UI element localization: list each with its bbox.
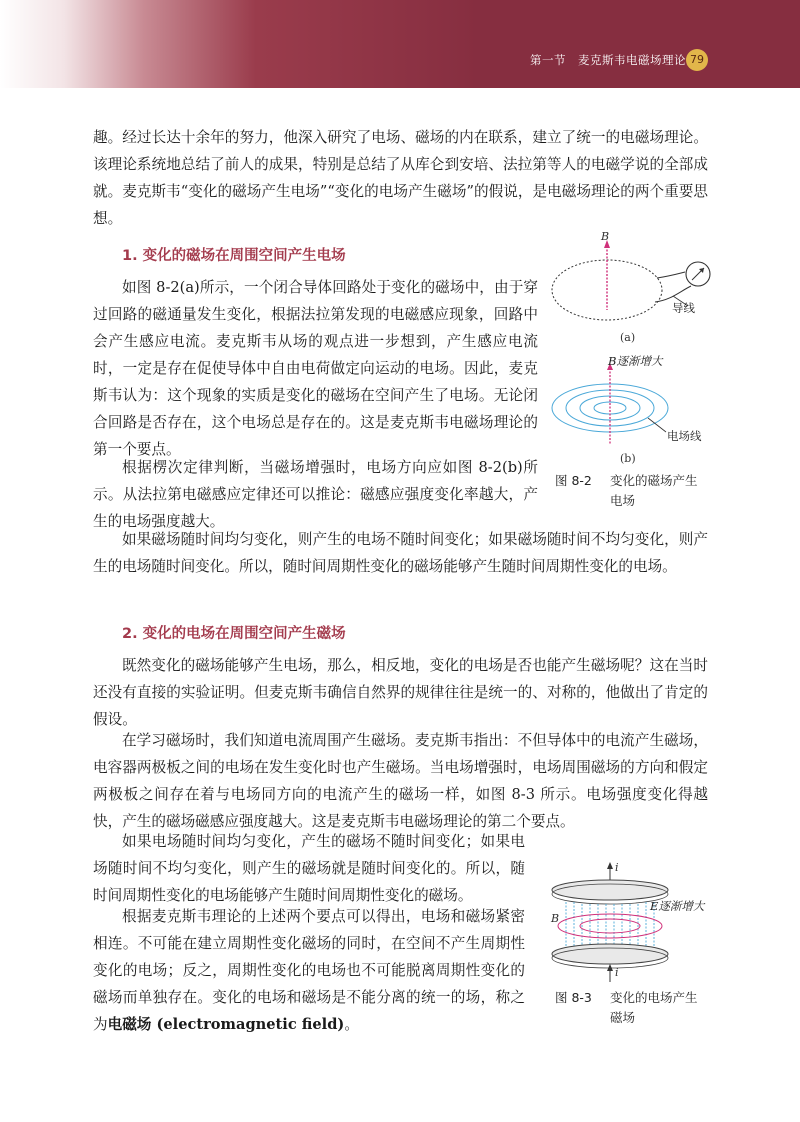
figure-8-3-e-increase-label (650, 898, 704, 914)
figure-8-3-caption-line2: 磁场 (610, 1010, 636, 1025)
paragraph-uniform-magnetic: 如果磁场随时间均匀变化，则产生的电场不随时间变化；如果磁场随时间不均匀变化，则产生的电场随时间变化。所以，随时间周期性变化的磁场能够产生随时间周期性变化的电场。 (93, 531, 708, 575)
figure-8-3-capacitor-diagram (548, 858, 673, 983)
page-number-badge: 79 (686, 49, 708, 71)
figure-8-3-i-bottom-label: i (615, 966, 619, 979)
header-band (0, 0, 800, 88)
e-symbol: E逐渐增大 (650, 899, 705, 913)
term-electromagnetic-field: 电磁场 (electromagnetic field) (107, 1016, 345, 1033)
paragraph-uniform-electric: 如果电场随时间均匀变化，产生的磁场不随时间变化；如果电场随时间不均匀变化，则产生的磁场就是随时间变化的。所以，随时间周期性变化的电场能够产生随时间周期性变化的磁场。 (93, 833, 525, 904)
figure-8-2b-sublabel: (b) (620, 452, 636, 465)
figure-8-3-number: 图 8-3 (555, 990, 592, 1005)
paragraph-lenz: 根据楞次定律判断，当磁场增强时，电场方向应如图 8-2(b)所示。从法拉第电磁感应定律还可以推论：磁感应强度变化率越大，产生的电场强度越大。 (93, 459, 538, 530)
section-heading-1: 1. 变化的磁场在周围空间产生电场 (122, 248, 346, 264)
figure-8-3-caption (555, 988, 725, 1028)
paragraph-point-one: 如图 8-2(a)所示，一个闭合导体回路处于变化的磁场中，由于穿过回路的磁通量发生变化，根据法拉第发现的电磁感应现象，回路中会产生感应电流。麦克斯韦从场的观点进一步想到，产生感应电流时，一定是存在促使导体中自由电荷做定向运动的电场。因此，麦克斯韦认为：这个现象的实质是变化的磁场在空间产生了电场。无论闭合回路是否存在，这个电场总是存在的。这是麦克斯韦电磁场理论的第一个要点。 (93, 279, 538, 458)
figure-8-2b-b-increase-label (608, 353, 662, 369)
chapter-title: 第一节 麦克斯韦电磁场理论 (530, 53, 686, 67)
figure-8-3-caption-line1: 变化的电场产生 (610, 990, 698, 1005)
figure-8-2a-loop-diagram (545, 228, 720, 348)
b-symbol: B逐渐增大 (608, 354, 663, 368)
figure-8-2-caption (555, 471, 725, 511)
paragraph-question: 既然变化的磁场能够产生电场，那么，相反地，变化的电场是否也能产生磁场呢？这在当时还没有直接的实验证明。但麦克斯韦确信自然界的规律往往是统一的、对称的，他做出了肯定的假设。 (93, 657, 708, 728)
figure-8-2a-b-label: B (601, 230, 610, 243)
figure-8-2-number: 图 8-2 (555, 473, 592, 488)
figure-8-2-caption-line1: 变化的磁场产生 (610, 473, 698, 488)
figure-8-2a-sublabel: (a) (620, 331, 636, 344)
paragraph-intro: 趣。经过长达十余年的努力，他深入研究了电场、磁场的内在联系，建立了统一的电磁场理论。该理论系统地总结了前人的成果，特别是总结了从库仑到安培、法拉第等人的电磁学说的全部成就。麦克斯韦“变化的磁场产生电场”“变化的电场产生磁场”的假说，是电磁场理论的两个重要思想。 (93, 129, 708, 227)
paragraph-text: 根据麦克斯韦理论的上述两个要点可以得出，电场和磁场紧密相连。不可能在建立周期性变化磁场的同时，在空间不产生周期性变化的电场；反之，周期性变化的电场也不可能脱离周期性变化的磁场而单独存在。变化的电场和磁场是不能分离的统一的场，称之为 (93, 908, 525, 1033)
section-heading-2: 2. 变化的电场在周围空间产生磁场 (122, 626, 346, 642)
figure-8-3-i-top-label: i (615, 861, 619, 874)
paragraph-electromagnetic-field (93, 903, 525, 1038)
figure-8-2b-field-line-label: 电场线 (667, 429, 702, 443)
figure-8-3-b-label: B (551, 912, 560, 925)
paragraph-end: 。 (344, 1016, 359, 1033)
figure-8-2-caption-line2: 电场 (610, 493, 636, 508)
paragraph-point-two: 在学习磁场时，我们知道电流周围产生磁场。麦克斯韦指出：不但导体中的电流产生磁场，电容器两极板之间的电场在发生变化时也产生磁场。当电场增强时，电场周围磁场的方向和假定两极板之间存在着与电场同方向的电流产生的磁场一样，如图 8-3 所示。电场强度变化得越快，产生的磁场磁感应强度越大。这是麦克斯韦电磁场理论的第二个要点。 (93, 732, 708, 830)
figure-8-2a-wire-label: 导线 (672, 301, 695, 315)
